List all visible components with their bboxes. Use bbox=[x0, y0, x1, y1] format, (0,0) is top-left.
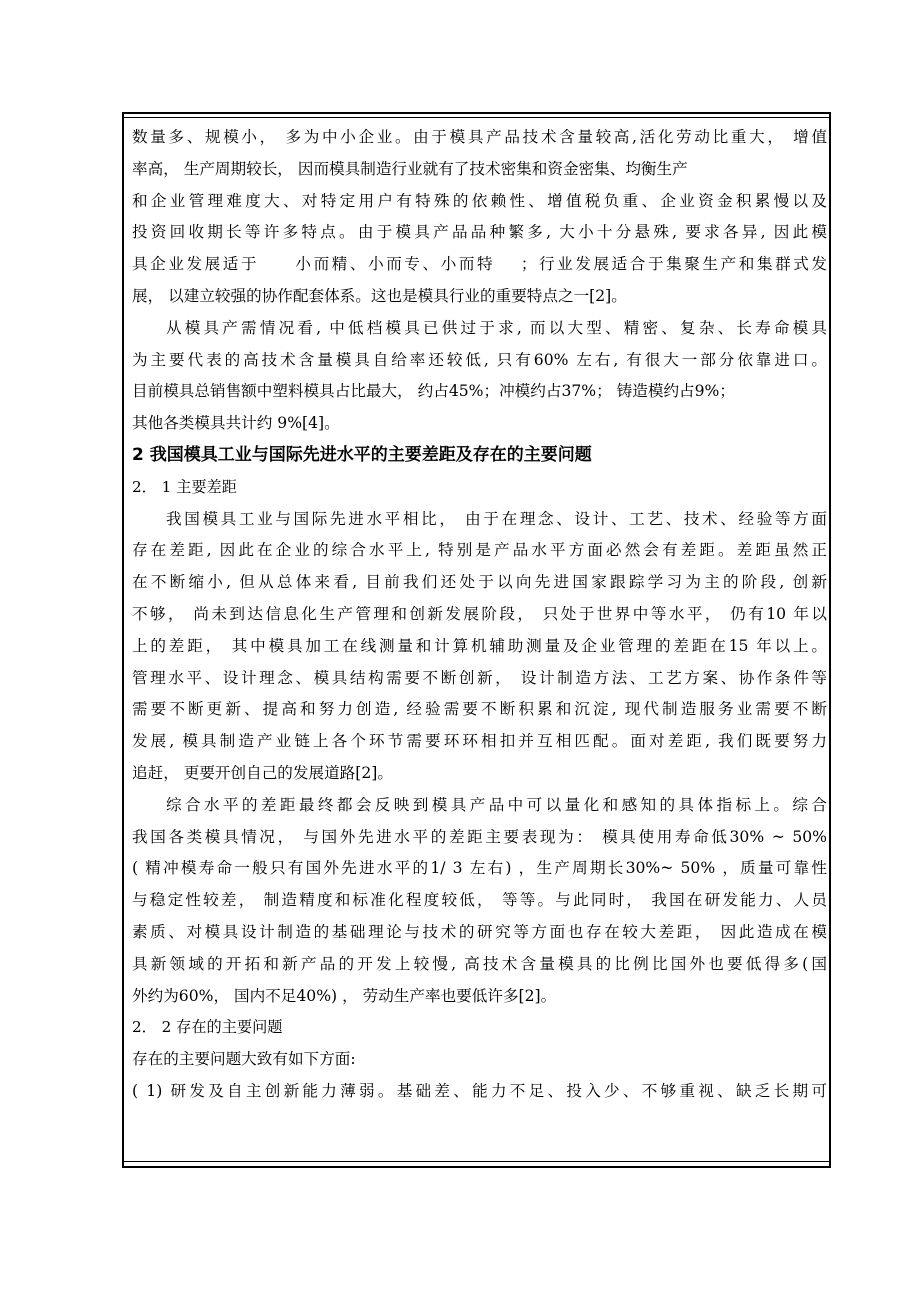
text-line: 发展, 模具制造产业链上各个环节需要环环相扣并互相匹配。面对差距, 我们既要努力 bbox=[132, 732, 827, 751]
text-line: 投资回收期长等许多特点。由于模具产品品种繁多, 大小十分悬殊, 要求各异, 因此模 bbox=[132, 223, 827, 242]
text-line: 目前模具总销售额中塑料模具占比最大， 约占45%；冲模约占37%； 铸造模约占9%； bbox=[132, 382, 735, 401]
text-line: 数量多、规模小， 多为中小企业。由于模具产品技术含量较高,活化劳动比重大， 增值 bbox=[132, 128, 827, 146]
text-line: 追赶， 更要开创自己的发展道路[2]。 bbox=[132, 763, 393, 782]
subsection-heading: 2． 1 主要差距 bbox=[132, 477, 237, 496]
text-line: 存在差距, 因此在企业的综合水平上, 特别是产品水平方面必然会有差距。差距虽然正 bbox=[132, 541, 827, 560]
text-line: 展， 以建立较强的协作配套体系。这也是模具行业的重要特点之一[2]。 bbox=[132, 286, 627, 305]
text-line: 率高， 生产周期较长， 因而模具制造行业就有了技术密集和资金密集、均衡生产 bbox=[132, 159, 688, 178]
text-line: 管理水平、设计理念、模具结构需要不断创新， 设计制造方法、工艺方案、协作条件等 bbox=[132, 668, 827, 687]
text-line: ( 1) 研发及自主创新能力薄弱。基础差、能力不足、投入少、不够重视、缺乏长期可 bbox=[132, 1081, 827, 1100]
text-line: 综合水平的差距最终都会反映到模具产品中可以量化和感知的具体指标上。综合 bbox=[166, 795, 827, 814]
text-line: 我国模具工业与国际先进水平相比， 由于在理念、设计、工艺、技术、经验等方面 bbox=[166, 509, 827, 528]
text-line: 我国各类模具情况， 与国外先进水平的差距主要表现为： 模具使用寿命低30% ~ 50% bbox=[132, 827, 827, 846]
text-line: 需要不断更新、提高和努力创造, 经验需要不断积累和沉淀, 现代制造服务业需要不断 bbox=[132, 700, 827, 719]
text-line: 为主要代表的高技术含量模具自给率还较低, 只有60% 左右, 有很大一部分依靠进口。 bbox=[132, 350, 827, 369]
text-line: ( 精冲模寿命一般只有国外先进水平的1/ 3 左右) ，生产周期长30%~ 50% ，质量可靠性 bbox=[132, 859, 827, 878]
text-line: 外约为60%， 国内不足40%) ， 劳动生产率也要低许多[2]。 bbox=[132, 986, 557, 1005]
text-line: 素质、对模具设计制造的基础理论与技术的研究等方面也存在较大差距， 因此造成在模 bbox=[132, 922, 827, 941]
text-line: 其他各类模具共计约 9%[4]。 bbox=[132, 414, 340, 433]
subsection-heading: 2． 2 存在的主要问题 bbox=[132, 1018, 283, 1037]
text-line: 上的差距， 其中模具加工在线测量和计算机辅助测量及企业管理的差距在15 年以上。 bbox=[132, 636, 827, 655]
text-line: 和企业管理难度大、对特定用户有特殊的依赖性、增值税负重、企业资金积累慢以及 bbox=[132, 191, 827, 210]
document-body bbox=[132, 122, 827, 1108]
text-line: 存在的主要问题大致有如下方面: bbox=[132, 1050, 356, 1069]
section-heading: 2 我国模具工业与国际先进水平的主要差距及存在的主要问题 bbox=[132, 444, 592, 465]
border-inner-bottom bbox=[124, 1161, 829, 1162]
text-line: 具新领域的开拓和新产品的开发上较慢, 高技术含量模具的比例比国外也要低得多(国 bbox=[132, 954, 827, 973]
text-line: 与稳定性较差， 制造精度和标准化程度较低， 等等。与此同时， 我国在研发能力、人员 bbox=[132, 891, 827, 910]
border-inner-top bbox=[124, 117, 829, 118]
text-line: 在不断缩小, 但从总体来看, 目前我们还处于以向先进国家跟踪学习为主的阶段, 创新 bbox=[132, 573, 827, 592]
text-line: 具企业发展适于 小而精、小而专、小而特 ；行业发展适合于集聚生产和集群式发 bbox=[132, 255, 827, 274]
text-line: 不够， 尚未到达信息化生产管理和创新发展阶段， 只处于世界中等水平， 仍有10 年以 bbox=[132, 604, 827, 623]
text-line: 从模具产需情况看, 中低档模具已供过于求, 而以大型、精密、复杂、长寿命模具 bbox=[166, 318, 827, 337]
